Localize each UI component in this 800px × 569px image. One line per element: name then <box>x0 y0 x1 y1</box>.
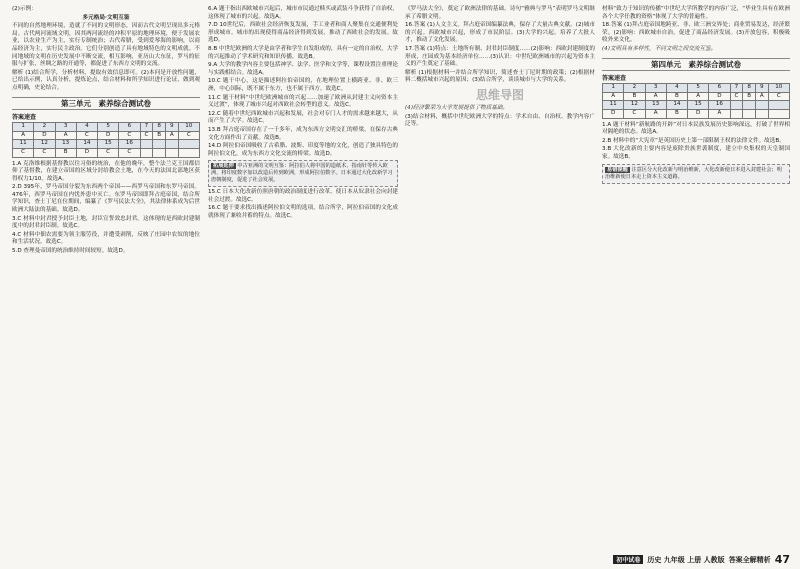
analysis-text: 解析 (1)根据材料一并结合所学知识，简述查士丁尼时期的政策；(2)根据材料二概括城市兴起的原因；(3)结合所学，谈谈城市与大学的关系。 <box>405 69 595 84</box>
answer-explanation: 6.A 题干指出西欧城市兴起后，城市市民通过赎买或武装斗争获得了自治权，这体现了城市的兴起。故选A。 <box>208 6 398 20</box>
answer-explanation: 18.答案 (1)拜占庭帝国地跨亚、非、欧三洲交界处；商业贸易发达，经济繁荣。(2)影响：西欧城市自治，促进了商品经济发展。(3)开放包容，积极吸收外来文化。 <box>602 22 790 44</box>
answer-explanation: 2.B 材料中的“大宪章”是英国历史上第一部限制王权的法律文件。故选B。 <box>602 137 785 144</box>
answer-explanation: 材料“致力于知识的传播”中世纪大学所教学的内容广泛，“毕业生具有在欧洲各个大学任教的资格”体现了大学的普遍性。 <box>602 6 790 20</box>
answer-explanation: 16.答案 (1)人文主义。拜占庭帝国编纂法典，保存了大量古典文献。(2)城市的兴起。西欧城市兴起，形成了市民阶层。(3)大学的兴起。培养了大批人才，推动了文化发展。 <box>405 22 595 44</box>
answer-explanation: (3)结合材料，概括中世纪欧洲大学的特点：学术自由、自治权、教学内容广泛等。 <box>405 113 595 128</box>
answer-explanation: 16.C 题干要求找出描述阿拉伯文明的选项，结合所学，阿拉伯帝国的文化成就体现了兼收并蓄的特点。故选C。 <box>208 205 398 220</box>
tip-text: 中古亚洲的文明互鉴：阿拉伯人将中国的造纸术、指南针等传入欧洲，将印度数字加以改造后传到欧洲，形成阿拉伯数字。日本通过大化改新学习唐朝制度，促进了社会发展。 <box>211 163 393 184</box>
tip-tag: 易错提醒 <box>607 166 628 173</box>
tip-box <box>208 160 398 187</box>
answer-explanation: 17.答案 (1)特点：土地所有制、封君封臣制度……(2)影响：西欧封建制度的形成，庄园成为基本经济单位……(3)认识：中世纪欧洲城市的兴起为资本主义的产生奠定了基础。 <box>405 45 595 68</box>
column-3 <box>405 6 595 130</box>
answer-explanation: 11.C 题干材料“中世纪欧洲城市的兴起……加速了欧洲从封建主义向资本主义过渡”，体现了城市兴起对西欧社会转型的意义。故选C。 <box>208 94 398 109</box>
watermark: 思维导图 <box>475 87 524 102</box>
column-1 <box>12 6 200 257</box>
tip-tag: 拓展延伸 <box>213 163 234 170</box>
answer-key-table <box>12 122 200 157</box>
unit-4-title: 第四单元 素养综合测试卷 <box>602 58 790 71</box>
answer-row-letters: A B A B A D C B A C <box>603 92 790 101</box>
answer-key-table <box>602 83 790 118</box>
answer-explanation: 3.B 大化改新的主要内容是废除贵族世袭制度，建立中央集权的天皇制国家。故选B。 <box>602 146 790 160</box>
tip-text: 注意区分大化改新与明治维新，大化改新使日本进入封建社会；明治维新使日本走上资本主义道路。 <box>605 166 782 180</box>
answer-explanation: 14.D 阿拉伯帝国吸收了古希腊、波斯、印度等地的文化，创造了独具特色的阿拉伯文化，成为东西方文化交流的桥梁。故选D。 <box>208 143 398 157</box>
tip-box <box>602 164 790 184</box>
answer-explanation: 12.C 随着中世纪西欧城市兴起和发展，社会对专门人才的需求越来越大，从而产生了大学。故选C。 <box>208 110 398 125</box>
answer-explanation: 9.A 大学的教学内容主要包括神学、法学、医学和文学等，课程设置注重理论与实践相结合。故选A。 <box>208 62 398 76</box>
answer-key-heading: 答案速查 <box>602 74 627 82</box>
unit-3-title: 第三单元 素养综合测试卷 <box>12 97 200 110</box>
answer-explanation: 3.C 材料中封君授予封臣土地，封臣宣誓效忠封君。这体现的是西欧封建制度中的封君封臣制。故选C。 <box>12 215 200 230</box>
footer-label: 答案全解精析 <box>728 555 771 564</box>
essay-body: 不同的自然地理环境，造就了不同的文明形态，因而古代文明呈现出多元格局。古代两河流域文明，因其两河流经的冲积平原的地理环境，便于发展农业，以农业生产为主，实行专制统治；古代希腊，受到爱琴海的影响，以商品经济为主，实行民主政治。它们分别创造了具有地域特色的文明成就。不同地域的文明在历史发展中不断交流，相互影响，亚历山大东征，罗马的征服与扩张，丝绸之路的开通等，都促进了东西方文明的交流。 <box>12 23 200 68</box>
answer-row-numbers: 1 2 3 4 5 6 7 8 9 10 <box>13 123 200 132</box>
column-2 <box>208 6 398 222</box>
page-number: 47 <box>774 553 790 566</box>
answer-explanation: 2.D 395年，罗马帝国分裂为东西两个帝国——西罗马帝国和东罗马帝国。476年，西罗马帝国在内忧外患中灭亡。东罗马帝国即拜占庭帝国，结合所学知识，查士丁尼在位期间，编纂了《罗马民法大全》，其法律体系成为后世欧洲大陆法的基础。故选D。 <box>12 184 200 214</box>
answer-explanation: 7.D 10世纪后，西欧社会经济恢复发展，手工业者和商人聚集在交通便利处形成城市。城市的出现使得商品经济得到发展，推动了西欧社会的发展。故选D。 <box>208 22 398 44</box>
answer-explanation: 15.C 日本大化改新仿照唐朝的政治制度进行改革，使日本从奴隶社会向封建社会过渡。故选C。 <box>208 189 398 203</box>
publisher-logo: 初中试卷 <box>613 555 643 564</box>
answer-key-heading: 答案速查 <box>12 113 37 121</box>
column-4 <box>602 6 790 186</box>
answer-row-numbers: 11 12 13 14 15 16 <box>13 140 200 149</box>
answer-explanation: 13.B 拜占庭帝国存在了一千多年，成为东西方文明交汇的桥梁，在保存古典文化方面作出了贡献。故选B。 <box>208 126 398 141</box>
page-footer <box>613 553 790 566</box>
answer-row-letters: D C A B D A <box>603 109 790 118</box>
analysis-text: 解析 (1)结合所学，分析材料，提取有效信息即可。(2)本问是开放性问题，已给出示例，认真分析，提炼论点，结合材料和所学知识进行论证，做到观点明确，史论结合。 <box>12 69 200 91</box>
handwritten-note: (4)文明具有多样性，不同文明之间交流互鉴。 <box>602 45 717 52</box>
answer-row-numbers: 1 2 3 4 5 6 7 8 9 10 <box>603 84 790 93</box>
intro-text: (2)示例： <box>12 6 37 12</box>
essay-title: 多元格局·文明互鉴 <box>82 14 130 21</box>
answer-explanation: 《罗马法大全》，奠定了欧洲法律的基础。诗句“雅典与罗马”表明罗马文明继承了希腊文明。 <box>405 6 595 20</box>
answer-explanation: 4.C 材料中佃农需要为领主服劳役，并遭受剥削，反映了庄园中农奴的地位和生活状况。故选C。 <box>12 231 200 246</box>
answer-row-letters: C C B D C C <box>13 148 200 157</box>
answer-explanation: 8.B 中世纪欧洲的大学是由学者和学生自发组成的，具有一定的自治权，大学的兴起推动了学术研究和知识传播。故选B。 <box>208 45 398 60</box>
footer-subject: 历史 九年级 上册 人教版 <box>647 555 725 564</box>
handwritten-note: (4)经济繁荣为大学发展提供了物质基础。 <box>405 104 509 111</box>
answer-row-letters: A D A C D C C B A C <box>13 131 200 140</box>
answer-explanation: 1.A 克洛维根据基督教以往习俗的统治，在他的晚年，整个法兰克王国都信仰了基督教，在建立帝国的区域分封给教会土地，在今天的法国北部地区获得权力1/10。故选A。 <box>12 160 200 182</box>
answer-explanation: 1.A 题干材料“新航路的开辟”对日本民族发展历史影响深远，打破了世界相对隔绝的状态。故选A。 <box>602 121 790 136</box>
answer-explanation: 10.C 题干中心，这是描述阿拉伯帝国的，在地理位置上横跨亚、非、欧三洲，中心国际，既不属于东方，也不属于西方。故选C。 <box>208 78 398 92</box>
answer-explanation: 5.D 查理曼帝国的统治维持时间较短。故选D。 <box>12 248 129 255</box>
answer-row-numbers: 11 12 13 14 15 16 <box>603 101 790 110</box>
